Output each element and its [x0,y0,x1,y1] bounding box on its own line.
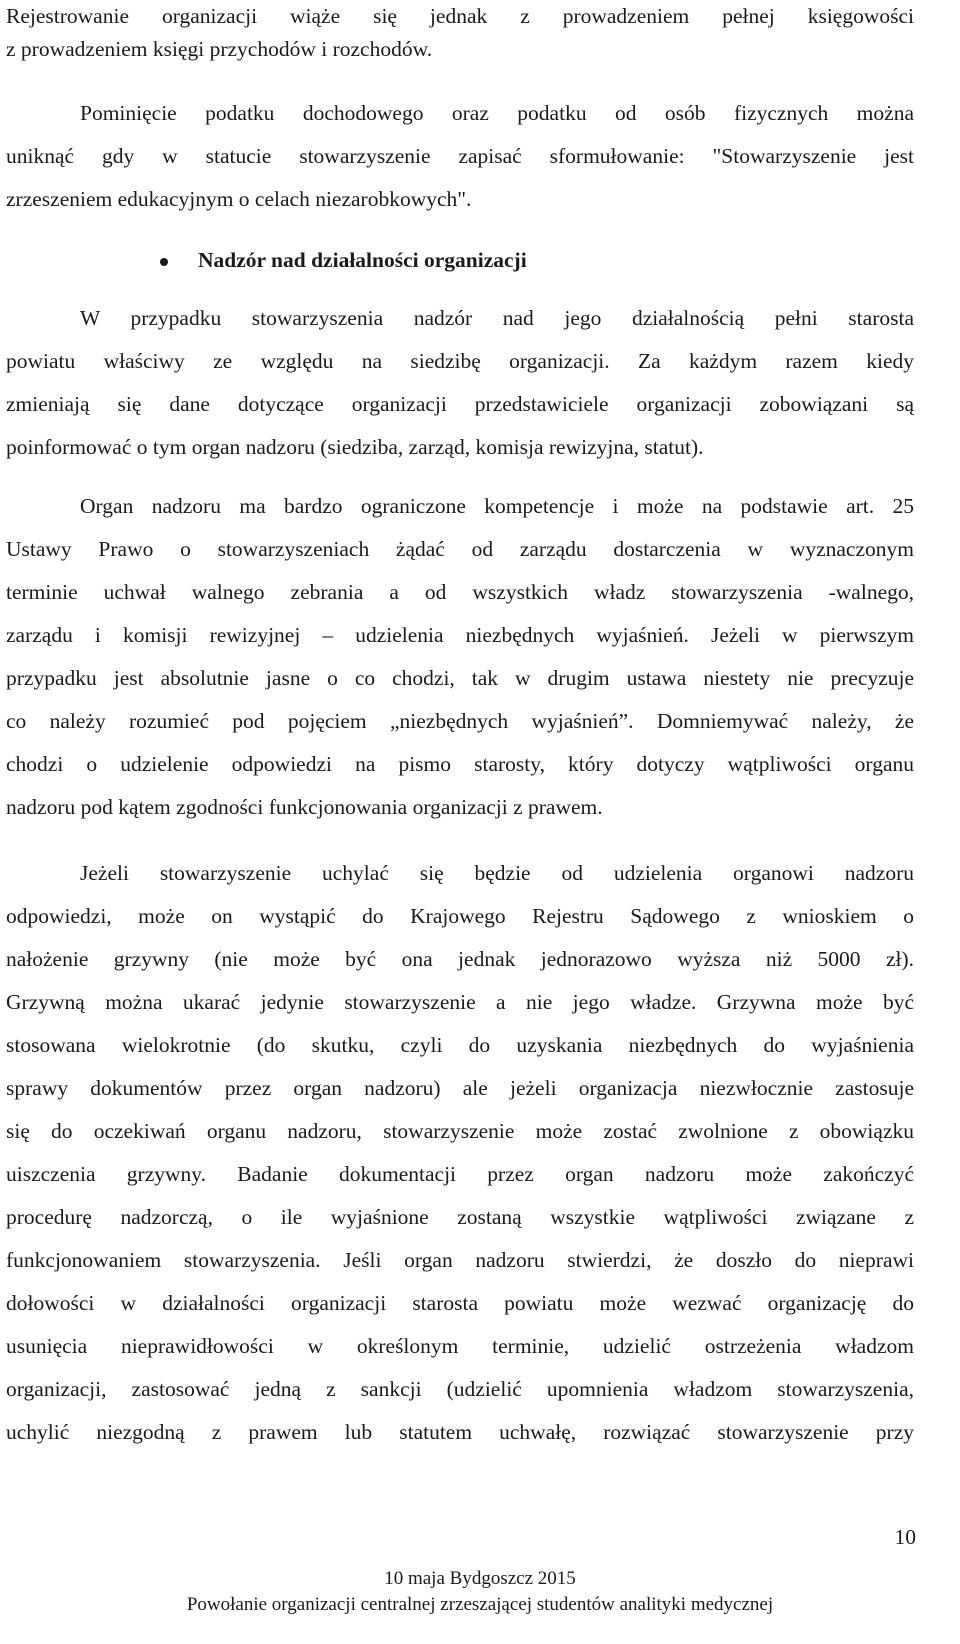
footer-event: 10 maja Bydgoszcz 2015 [384,1568,576,1589]
paragraph-line: usunięcia nieprawidłowości w określonym terminie, udzielić ostrzeżenia władzom [6,1334,914,1358]
paragraph-line: nadzoru pod kątem zgodności funkcjonowania organizacji z prawem. [6,795,603,819]
paragraph-line: odpowiedzi, może on wystąpić do Krajowego Rejestru Sądowego z wnioskiem o [6,904,914,928]
paragraph-line: chodzi o udzielenie odpowiedzi na pismo starosty, który dotyczy wątpliwości organu [6,752,914,776]
paragraph-line: funkcjonowaniem stowarzyszenia. Jeśli organ nadzoru stwierdzi, że doszło do nieprawi [6,1248,914,1272]
paragraph-line: uiszczenia grzywny. Badanie dokumentacji przez organ nadzoru może zakończyć [6,1162,914,1186]
paragraph-line: Jeżeli stowarzyszenie uchylać się będzie od udzielenia organowi nadzoru [80,861,914,885]
paragraph-line: uchylić niezgodną z prawem lub statutem uchwałę, rozwiązać stowarzyszenie przy [6,1420,914,1444]
paragraph-line: sprawy dokumentów przez organ nadzoru) ale jeżeli organizacja niezwłocznie zastosuje [6,1076,914,1100]
paragraph-line: zarządu i komisji rewizyjnej – udzielenia niezbędnych wyjaśnień. Jeżeli w pierwszym [6,623,914,647]
paragraph-line: W przypadku stowarzyszenia nadzór nad jego działalnością pełni starosta [80,306,914,330]
paragraph-line: terminie uchwał walnego zebrania a od wszystkich władz stowarzyszenia -walnego, [6,580,914,604]
paragraph-line: przypadku jest absolutnie jasne o co chodzi, tak w drugim ustawa niestety nie precyzuje [6,666,914,690]
paragraph-line: zrzeszeniem edukacyjnym o celach niezarobkowych". [6,187,472,211]
paragraph-line: dołowości w działalności organizacji starosta powiatu może wezwać organizację do [6,1291,914,1315]
paragraph-line: procedurę nadzorczą, o ile wyjaśnione zostaną wszystkie wątpliwości związane z [6,1205,914,1229]
paragraph-line: stosowana wielokrotnie (do skutku, czyli do uzyskania niezbędnych do wyjaśnienia [6,1033,914,1057]
paragraph-line: Ustawy Prawo o stowarzyszeniach żądać od zarządu dostarczenia w wyznaczonym [6,537,914,561]
paragraph-line: Organ nadzoru ma bardzo ograniczone kompetencje i może na podstawie art. 25 [80,494,914,518]
section-heading [6,244,914,276]
paragraph-line: Rejestrowanie organizacji wiąże się jednak z prowadzeniem pełnej księgowości [6,4,914,28]
paragraph-line: nałożenie grzywny (nie może być ona jednak jednorazowo wyższa niż 5000 zł). [6,947,914,971]
paragraph-line: zmieniają się dane dotyczące organizacji przedstawiciele organizacji zobowiązani są [6,392,914,416]
paragraph-line: się do oczekiwań organu nadzoru, stowarzyszenie może zostać zwolnione z obowiązku [6,1119,914,1143]
paragraph-line: poinformować o tym organ nadzoru (siedziba, zarząd, komisja rewizyjna, statut). [6,435,704,459]
footer-title: Powołanie organizacji centralnej zrzeszającej studentów analityki medycznej [186,1594,774,1615]
page-number: 10 [894,1525,916,1549]
paragraph-line: Grzywną można ukarać jedynie stowarzyszenie a nie jego władze. Grzywna może być [6,990,914,1014]
paragraph-line: Pominięcie podatku dochodowego oraz podatku od osób fizycznych można [80,101,914,125]
paragraph-line: powiatu właściwy ze względu na siedzibę organizacji. Za każdym razem kiedy [6,349,914,373]
paragraph-line: uniknąć gdy w statucie stowarzyszenie zapisać sformułowanie: "Stowarzyszenie jest [6,144,914,168]
paragraph-line: organizacji, zastosować jedną z sankcji (udzielić upomnienia władzom stowarzyszenia, [6,1377,914,1401]
paragraph-line: co należy rozumieć pod pojęciem „niezbędnych wyjaśnień”. Domniemywać należy, że [6,709,914,733]
bullet-icon [160,258,168,266]
section-heading-text: Nadzór nad działalności organizacji [198,248,527,272]
paragraph-line: z prowadzeniem księgi przychodów i rozchodów. [6,37,433,61]
